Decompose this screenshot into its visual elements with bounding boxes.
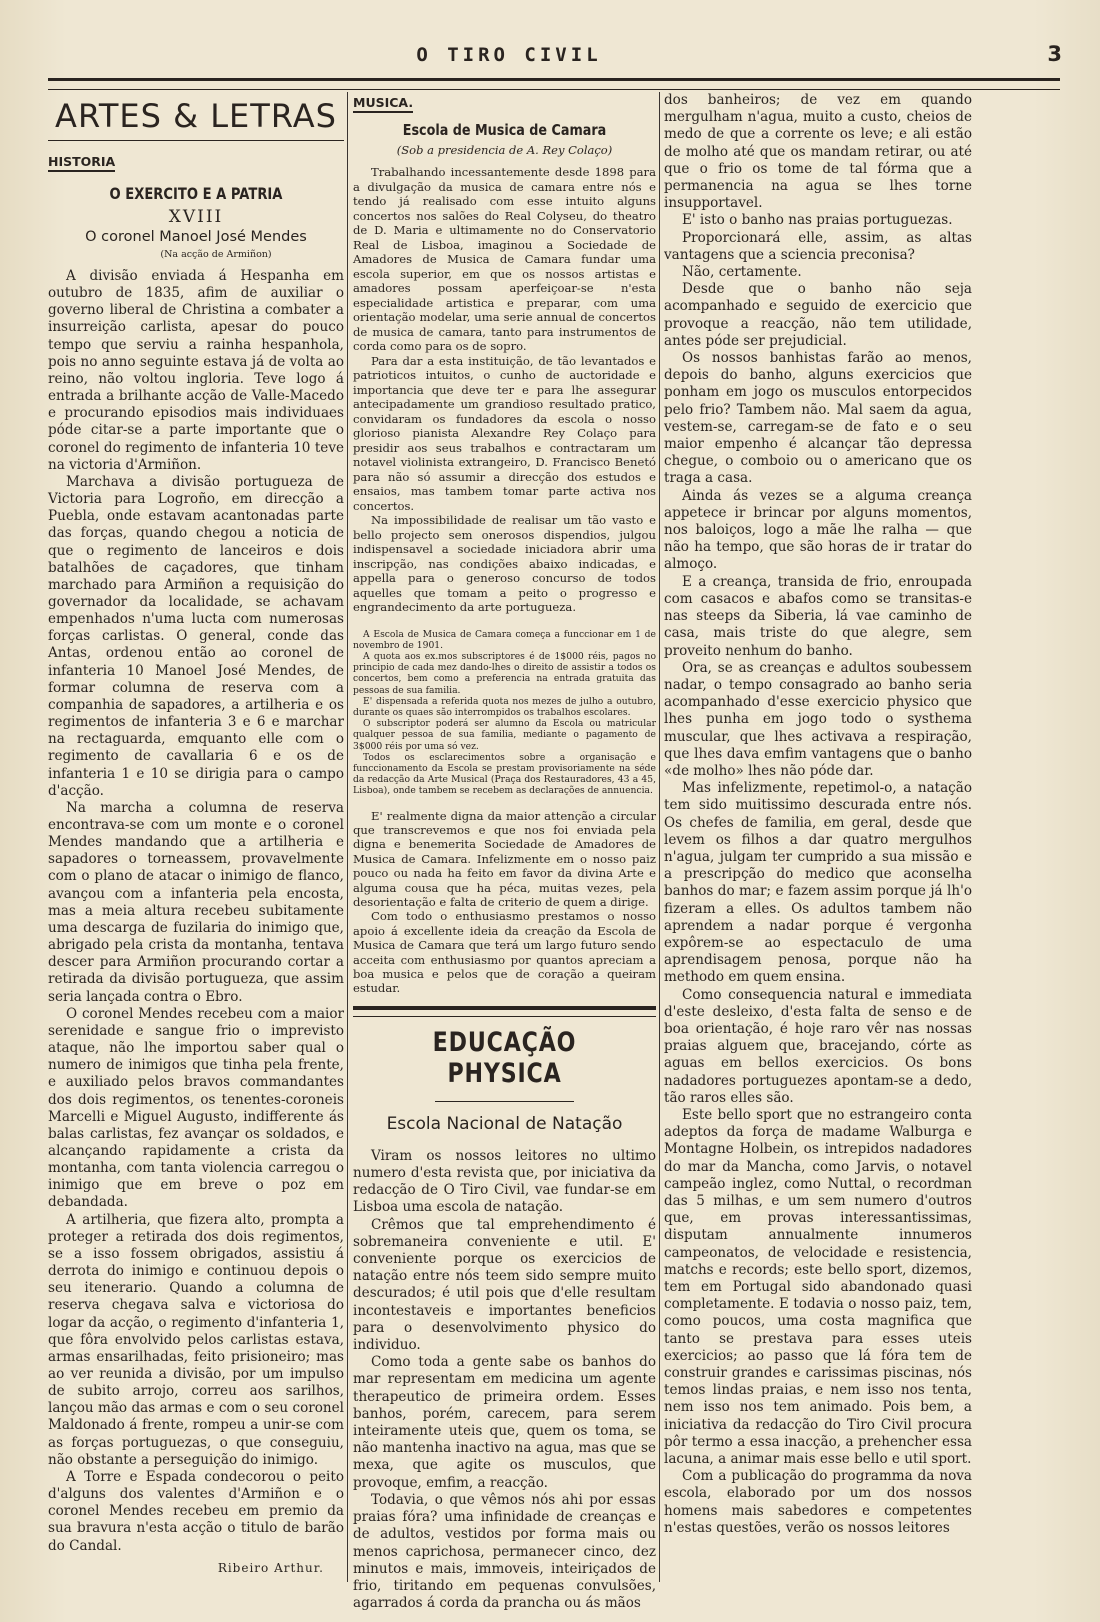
header-rule [48, 78, 1060, 90]
column-artes-letras [48, 92, 344, 1582]
paragraph: Trabalhando incessantemente desde 1898 para a divulgação da musica de camara entre nós e tendo já realisado com esse intuito alguns concertos nos salões do Real Colyseu, do theatro de D. Maria e ultimamente no do Conservatorio Real de Lisboa, imaginou a Sociedade de Amadores de Musica de Camara fundar uma escola superior, em que os nossos artistas e amadores possam aperfeiçoar-se n'esta especialidade artistica e preparar, com uma orientação modelar, uma serie annual de concertos de musica de camara, tanto para instrumentos de corda como para os de sopro. [353, 165, 656, 353]
paragraph: dos banheiros; de vez em quando mergulham n'agua, muito a custo, cheios de medo de que a corrente os leve; e ali estão de molho até que os mandam retirar, ou até que o frio os tome de tal fórma que a permanencia na agua se lhes torne insupportavel. [664, 92, 972, 212]
paragraph: Como toda a gente sabe os banhos do mar representam em medicina um agente therapeutico de primeira ordem. Esses banhos, porém, carecem, para serem inteiramente uteis que, quem os toma, se não mantenha inactivo na agua, mas que se mexa, que agite os musculos, que provoque, emfim, a reacção. [353, 1354, 656, 1491]
note-item: Todos os esclarecimentos sobre a organisação e funccionamento da Escola se prestam provisoriamente na séde da redacção da Arte Musical (Praça dos Restauradores, 43 a 45, Lisboa), onde tambem se recebem as declarações de annuencia. [353, 751, 656, 797]
paragraph: Proporcionará elle, assim, as altas vantagens que a sciencia preconisa? [664, 229, 972, 263]
paragraph: Como consequencia natural e immediata d'este desleixo, d'esta falta de senso e de boa orientação, é hoje raro vêr nas nossas praias alguem que, bracejando, córte as aguas em bellos exercicios. Os bons nadadores portuguezes apontam-se a dedo, tão raros elles são. [664, 986, 972, 1106]
divider [435, 1101, 574, 1102]
paragraph: Desde que o banho não seja acompanhado e seguido de exercicio que provoque a reacção, não tem utilidade, antes póde ser prejudicial. [664, 281, 972, 349]
section-tag: HISTORIA [48, 154, 115, 172]
circular-notes [353, 629, 656, 797]
paragraph: E' realmente digna da maior attenção a circular que transcrevemos e que nos foi enviada pela digna e benemerita Sociedade de Amadores de Musica de Camara. Infelizmente em o nosso paiz pouco ou nada ha feito em favor da divina Arte e alguma cousa que ha péca, muitas vezes, pela desorientação e falta de criterio de quem a dirige. [353, 808, 656, 909]
article-title: Escola Nacional de Natação [386, 1113, 623, 1134]
newspaper-title: O TIRO CIVIL [416, 44, 602, 66]
paragraph: Na marcha a columna de reserva encontrava-se com um monte e o coronel Mendes mandando que a artilheria e sapadores o torneassem, provavelmente com o plano de atacar o inimigo de flanco, avançou com a infanteria pela encosta, mas a meia altura recebeu subitamente uma descarga de fuzilaria do inimigo que, abrigado pela crista da montanha, tentava descer para Armiñon procurando cortar a retirada da divisão portugueza, que assim seria lançada contra o Ebro. [48, 799, 344, 1005]
note-item: A Escola de Musica de Camara começa a funccionar em 1 de novembro de 1901. [353, 628, 656, 651]
paragraph: Marchava a divisão portugueza de Victoria para Logroño, em direcção a Puebla, onde estavam acantonadas parte das forças, quando chegou a noticia de que o regimento de lanceiros e dois batalhões de caçadores, que tinham marchado para Armiñon a requisição do governador da localidade, se achavam empenhados n'uma lucta com numerosas forças carlistas. O general, conde das Antas, ordenou então ao coronel de infanteria 10 Manoel José Mendes, de formar columna de reserva com a companhia de sapadores, a artilheria e os regimentos de infanteria 3 e 6 e marchar na rectaguarda, emquanto elle com o regimento de cavallaria 6 e os de infanteria 1 e 10 se dirigia para o campo d'acção. [48, 473, 344, 799]
paragraph: A artilheria, que fizera alto, prompta a proteger a retirada dos dois regimentos, se a isso fossem obrigados, assistiu á derrota do inimigo e continuou depois o seu itenerario. Quando a columna de reserva chegava salva e victoriosa do logar da acção, o regimento d'infanteria 1, que fôra envolvido pelos carlistas estava, armas ensarilhadas, feito prisioneiro; mas ao ver reunida a divisão, por um impulso de subito arrojo, correu aos sarilhos, lançou mão das armas e com o seu coronel Maldonado á frente, rompeu a unir-se com as forças portuguezas, o que conseguiu, não obstante a perseguição do inimigo. [48, 1211, 344, 1468]
page-number: 3 [1047, 42, 1062, 66]
article-subtitle: O coronel Manoel José Mendes [85, 229, 307, 245]
paragraph: Para dar a esta instituição, de tão levantados e patrioticos intuitos, o cunho de auctoridade e importancia que deve ter e para lhe assegurar antecipadamente um grandioso resultado pratico, convidaram os fundadores da escola o nosso glorioso pianista Alexandre Rey Colaço para presidir aos seus trabalhos e contractaram um notavel violinista extrangeiro, D. Francisco Benetó para não só assumir a direcção dos estudos e ensaios, mas tambem tomar parte activa nos concertos. [353, 353, 656, 513]
divider [48, 140, 344, 141]
paragraph: Ora, se as creanças e adultos soubessem nadar, o tempo consagrado ao banho seria acompanhado d'esse exercicio physico que lhes punha em jogo todo o systhema muscular, que lhes activava a respiração, que lhes dava emfim vantagens que o banho «de molho» lhes não póde dar. [664, 659, 972, 779]
paragraph: E' isto o banho nas praias portuguezas. [682, 212, 953, 229]
music-commentary [353, 809, 656, 996]
swimming-article [353, 1148, 656, 1612]
paragraph: Este bello sport que no estrangeiro conta adeptos da força de madame Walburga e Montagne Holbein, os intrepidos nadadores do mar da Mancha, como Jarvis, o notavel campeão inglez, como Nuttal, o recordman das 5 milhas, e um sem numero d'outros que, em provas interessantissimas, disputam annualmente innumeros campeonatos, de velocidade e resistencia, matchs e records; este bello sport, dizemos, tem em Portugal sido abandonado quasi completamente. E todavia o nosso paiz, tem, como poucos, uma costa magnifica que tanto se prestava para esses uteis exercicios; ao passo que lá fóra tem de construir grandes e carissimas piscinas, nós temos lindas praias, e nem isso nos tenta, nem isso nos tem animado. Pois bem, a iniciativa da redacção do Tiro Civil procura pôr termo a essa inacção, a prehencher essa lacuna, a animar mais esse bello e util sport. [664, 1106, 972, 1468]
paragraph: Com todo o enthusiasmo prestamos o nosso apoio á excellente ideia da creação da Escola de Musica de Camara que terá um largo futuro sendo acceita com enthusiasmo por quantos apreciam a boa musica e pelos que de coração a queiram estudar. [353, 909, 656, 996]
paragraph: O coronel Mendes recebeu com a maior serenidade e sangue frio o imprevisto ataque, não lhe importou saber qual o numero de inimigos que tinha pela frente, e auxiliado pelos bravos commandantes dos dois regimentos, os tenentes-coroneis Marcelli e Miguel Augusto, indifferente ás balas carlistas, fez avançar os soldados, e alcançando rapidamente a crista da montanha, com tanta violencia carregou o inimigo que em breve o poz em debandada. [48, 1005, 344, 1211]
paragraph: Crêmos que tal emprehendimento é sobremaneira conveniente e util. E' conveniente porque os exercicios de natação entre nós teem sido sempre muito descurados; é util pois que d'elle resultam incontestaveis e importantes beneficios para o desenvolvimento physico do individuo. [353, 1216, 656, 1354]
paragraph: A divisão enviada á Hespanha em outubro de 1835, afim de auxiliar o governo liberal de Christina a combater a insurreição carlista, apesar do pouco tempo que serviu a rainha hespanhola, pois no anno seguinte estava já de volta ao reino, não voltou ingloria. Teve logo á entrada a brilhante acção de Valle-Macedo e procurando episodios mais individuaes póde citar-se a parte importante que o coronel do regimento de infanteria 10 teve na victoria d'Armiñon. [48, 268, 344, 473]
paragraph: Não, certamente. [682, 264, 802, 281]
section-title: ARTES & LETRAS [55, 97, 337, 135]
music-article [353, 165, 656, 615]
section-rule [353, 1006, 656, 1017]
column-continuation [664, 92, 972, 1582]
column-divider [659, 92, 660, 1582]
author-signature: Ribeiro Arthur. [217, 1560, 324, 1575]
column-divider [347, 92, 348, 1582]
paragraph: Ainda ás vezes se a alguma creança appetece ir brincar por alguns momentos, nos baloiços, logo a mãe lhe ralha — que não ha tempo, que são horas de ir tratar do almoço. [664, 487, 972, 573]
article-note: (Na acção de Armiñon) [160, 249, 272, 260]
paragraph: Mas infelizmente, repetimol-o, a natação tem sido muitissimo descurada entre nós. Os chefes de familia, em geral, desde que levem os filhos a dar quatro mergulhos n'agua, julgam ter cumprido a sua missão e a prescripção do medico que aconselha banhos do mar; e fazem assim porque já lh'o fizeram a elles. Os adultos tambem não aprendem a nadar porque é vergonha expôrem-se ao espectaculo de uma aprendisagem penosa, porque não ha methodo em quem ensina. [664, 780, 972, 986]
paragraph: A Torre e Espada condecorou o peito d'alguns dos valentes d'Armiñon e o coronel Mendes recebeu em premio da sua bravura n'esta acção o titulo de barão do Candal. [48, 1468, 344, 1554]
column-musica-educacao [353, 92, 656, 1612]
paragraph: E a creança, transida de frio, enroupada com casacos e abafos como se transitas-e nas steeps da Siberia, lá vae caminho de casa, mais triste do que alegre, sem proveito nenhum do banho. [664, 573, 972, 659]
article-subtitle: (Sob a presidencia de A. Rey Colaço) [396, 143, 613, 157]
article-title: Escola de Musica de Camara [402, 121, 607, 139]
page-header [48, 40, 1062, 76]
paragraph: Com a publicação do programma da nova escola, elaborado por um dos nossos homens mais sabedores e competentes n'estas questões, verão os nossos leitores [664, 1468, 972, 1536]
paragraph: Viram os nossos leitores no ultimo numero d'esta revista que, por iniciativa da redacção de O Tiro Civil, vae fundar-se em Lisboa uma escola de natação. [353, 1147, 656, 1216]
paragraph: Os nossos banhistas farão ao menos, depois do banho, alguns exercicios que ponham em jogo os musculos entorpecidos pelo frio? Tambem não. Mal saem da agua, vestem-se, carregam-se de fato e o seu maior empenho é alcançar tão depressa chegue, o comboio ou o americano que os traga a casa. [664, 350, 972, 487]
paragraph: Todavia, o que vêmos nós ahi por essas praias fóra? uma infinidade de creanças e de adultos, vestidos por forma mais ou menos caprichosa, permanecer cinco, dez minutos e mais, immoveis, inteiriçados de frio, tiritando em pequenas convulsões, agarrados á corda da prancha ou ás mãos [353, 1491, 656, 1612]
note-item: A quota aos ex.mos subscriptores é de 1$000 réis, pagos no principio de cada mez dando-lhes o direito de assistir a todos os concertos, bem como a preferencia na entrada gratuita das pessoas de sua familia. [353, 650, 656, 696]
section-title: EDUCAÇÃO PHYSICA [432, 1026, 577, 1089]
article-title: O EXERCITO E A PATRIA [109, 184, 283, 203]
note-item: O subscriptor poderá ser alumno da Escola ou matricular qualquer pessoa de sua familia, mediante o pagamento de 3$000 réis por uma só vez. [353, 718, 656, 752]
note-item: E' dispensada a referida quota nos mezes de julho a outubro, durante os quaes são interrompidos os trabalhos escolares. [353, 695, 656, 718]
chapter-number: XVIII [168, 207, 224, 227]
section-tag: MUSICA. [353, 95, 413, 113]
paragraph: Na impossibilidade de realisar um tão vasto e bello projecto sem onerosos dispendios, julgou indispensavel a sociedade iniciadora abrir uma inscripção, nas condições abaixo indicadas, e appella para o generoso concurso de todos aquelles que tomam a peito o progresso e engrandecimento da arte portugueza. [353, 513, 656, 614]
